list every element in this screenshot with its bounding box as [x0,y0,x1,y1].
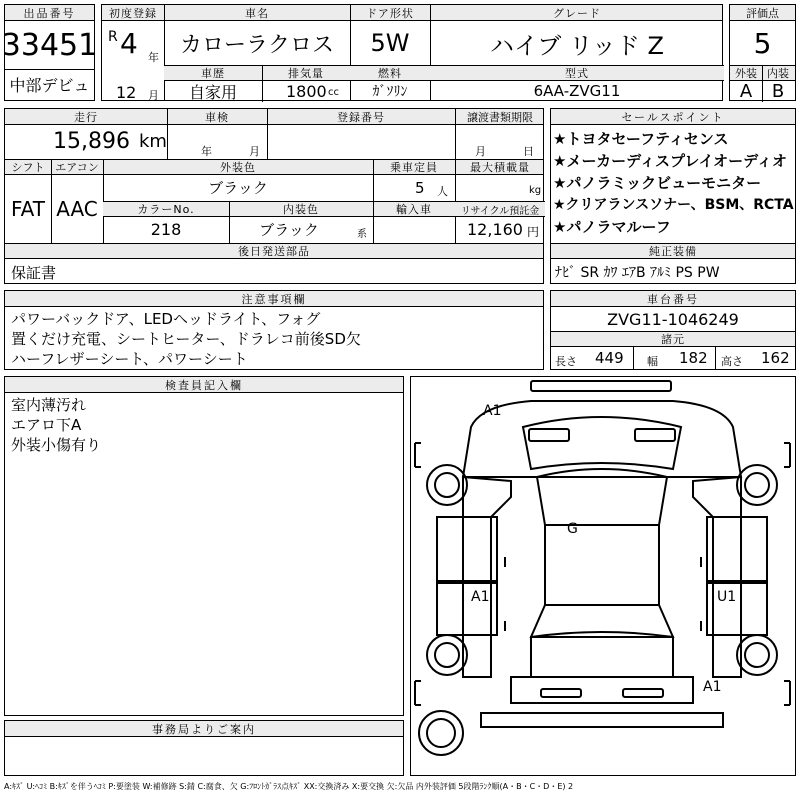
reg-number-label: 登録番号 [337,111,385,124]
model-label: 型式 [565,67,589,80]
legend: A:ｷｽﾞ U:ﾍｺﾐ B:ｷｽﾞを伴うﾍｺﾐ P:要塗装 W:補修跡 S:錆 C:腐食、欠 G:ﾌﾛﾝﾄｶﾞﾗｽ点ｷｽﾞ XX:交換済み X:要交換 欠:欠品 内外装評価 5段階ﾗﾝｸ順(A・B・C・D・E) 2 [4,782,574,791]
seats-unit: 人 [437,185,448,198]
year-unit: 年 [148,51,159,64]
office-box [4,720,404,776]
displacement-unit: cc [328,87,339,98]
office-label: 事務局よりご案内 [5,721,403,737]
later-parts-label: 後日発送部品 [238,245,310,258]
int-label: 内装 [767,67,789,80]
mark-a1-left: A1 [471,589,490,605]
mark-a1-rear: A1 [703,679,722,695]
transfer-day: 日 [523,145,534,158]
shift: FAT [10,197,45,221]
int-grade: B [771,80,785,102]
note-line: パワーバックドア、LEDヘッドライト、フォグ [11,310,321,328]
debut-label: 中部デビュ [9,75,90,95]
equipment: ﾅﾋﾞ SR ｶﾜ ｴｱB ｱﾙﾐ PS PW [555,265,720,281]
shift-label: シフト [11,161,45,174]
sales-points [553,128,794,238]
sales-point: ★パノラミックビューモニター [553,174,762,192]
later-parts: 保証書 [11,264,57,282]
sales-point: ★トヨタセーフティセンス [553,130,729,148]
score-label: 評価点 [730,5,795,21]
length-label: 長さ [555,355,577,368]
color: ブラック [208,178,268,197]
notes-box [4,290,544,370]
door-type: 5W [370,29,410,57]
spec-box [4,108,544,284]
inspector-line: 外装小傷有り [11,436,102,454]
note-line: ハーフレザーシート、パワーシート [11,350,248,368]
load-unit: kg [529,185,542,196]
inspector-label: 検査員記入欄 [5,377,403,393]
inspector-lines [11,395,101,455]
recycle-fee: 12,160 [467,220,523,239]
transfer-label: 譲渡書類期限 [467,111,533,124]
displacement: 1800 [286,82,327,101]
car-name-label: 車名 [245,7,269,20]
height: 162 [761,349,790,367]
lot-label: 出品番号 [5,5,94,21]
lot-number: 33451 [1,27,98,63]
mark-a1-front: A1 [483,403,502,419]
mileage: 15,896 [53,129,130,154]
sales-point: ★パノラマルーフ [553,218,671,236]
car-diagram [410,376,796,776]
era: R [108,29,118,45]
notes-label: 注意事項欄 [5,291,543,307]
int-color-label: 内装色 [283,203,319,216]
history: 自家用 [188,82,237,102]
ac-label: エアコン [55,161,99,174]
mark-g: G [567,521,578,537]
sales-point: ★メーカーディスプレイオーディオ [553,152,787,170]
reg-month: 12 [116,83,137,102]
score: 5 [753,26,772,60]
note-line: 置くだけ充電、シートヒーター、ドラレコ前後SD欠 [11,330,361,348]
header-box [101,4,723,101]
mileage-unit: km [139,131,167,152]
inspection-label: 車検 [205,111,229,124]
sales-label: セールスポイント [551,109,795,125]
transfer-month: 月 [475,145,486,158]
int-color-unit: 系 [357,229,367,240]
width-label: 幅 [647,355,658,368]
seats: 5 [415,179,425,197]
month-unit: 月 [148,89,159,102]
ext-label: 外装 [735,67,757,80]
car-diagram-svg [411,377,794,774]
score-box [729,4,796,101]
ext-grade: A [739,80,753,102]
dims-label: 諸元 [661,333,685,346]
grade-label: グレード [553,7,601,20]
import-label: 輸入車 [396,203,432,216]
displacement-label: 排気量 [288,67,324,80]
sales-box [550,108,796,284]
chassis-number: ZVG11-1046249 [607,309,739,329]
inspection-year: 年 [201,145,212,158]
reg-year: 4 [120,27,138,60]
grade: ハイブ リッド Z [489,31,665,60]
notes-lines [11,309,361,369]
length: 449 [595,349,624,367]
history-label: 車歴 [201,67,225,80]
inspection-month: 月 [249,145,260,158]
door-label: ドア形状 [366,7,414,20]
model-code: 6AA-ZVG11 [533,82,621,100]
load-label: 最大積載量 [470,161,530,174]
car-name: カローラクロス [179,32,334,58]
mileage-label: 走行 [74,111,98,124]
recycle-label: リサイクル預託金 [460,205,540,217]
height-label: 高さ [721,355,743,368]
color-no: 218 [150,219,182,239]
chassis-label: 車台番号 [551,291,795,307]
inspector-box [4,376,404,716]
mark-u1: U1 [717,589,737,605]
seats-label: 乗車定員 [390,161,438,174]
inspector-line: エアロ下A [11,416,82,434]
lot-box [1,4,98,101]
fuel: ｶﾞｿﾘﾝ [372,84,408,100]
first-reg-label: 初度登録 [109,7,157,20]
fuel-label: 燃料 [378,67,402,80]
recycle-unit: 円 [527,225,540,239]
color-no-label: カラーNo. [137,203,195,216]
ac: AAC [56,197,98,221]
width: 182 [679,349,708,367]
equipment-label: 純正装備 [649,245,697,258]
int-color: ブラック [259,220,319,239]
inspector-line: 室内薄汚れ [11,396,87,414]
sales-point: ★クリアランスソナー、BSM、RCTA [553,197,794,213]
chassis-box [550,290,796,370]
color-label: 外装色 [220,161,256,174]
